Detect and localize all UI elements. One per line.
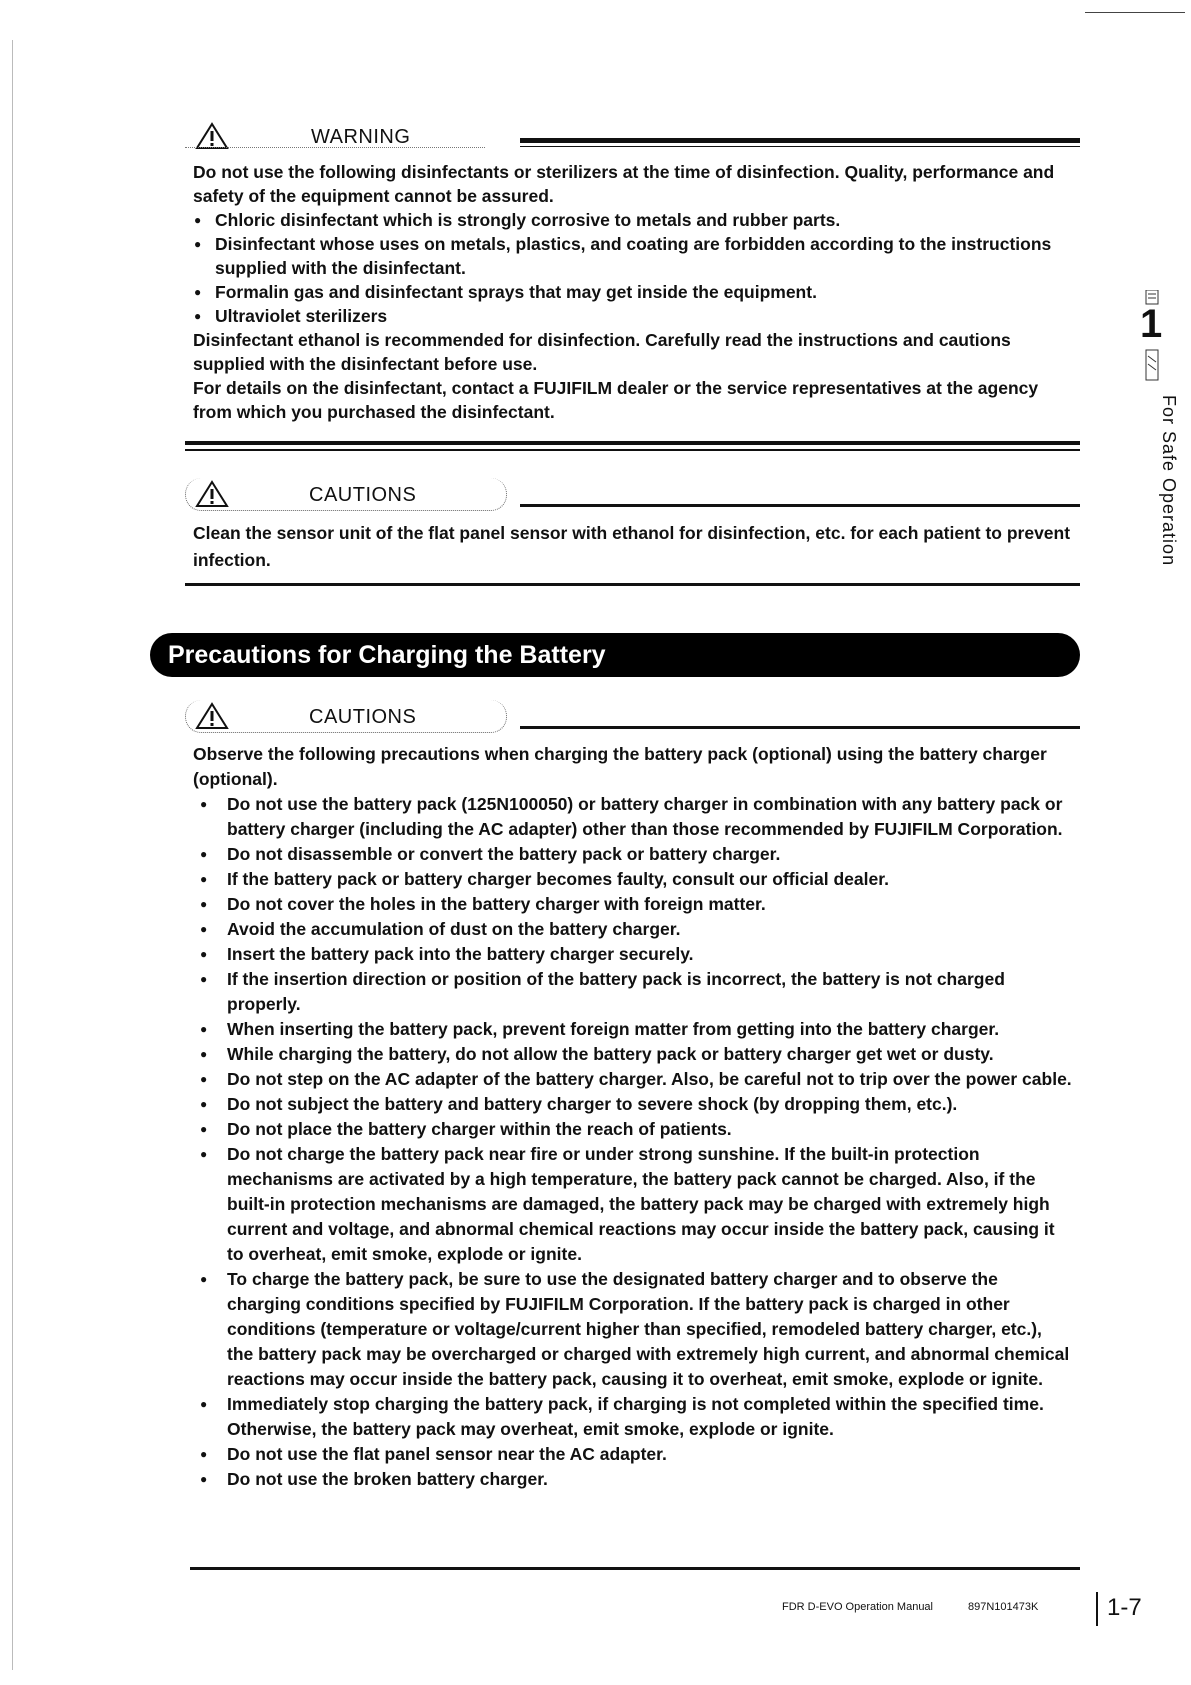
caution2-bullet: ● Do not subject the battery and battery charger to severe shock (by dropping them, etc.).	[199, 1092, 1073, 1117]
caution-triangle-icon	[195, 480, 229, 508]
caution2-bullet: ● Do not use the battery pack (125N100050) or battery charger in combination with any battery pack or battery charger (including the AC adapter) other than those recommended by FUJIFILM Corporation.	[199, 792, 1073, 842]
warning-intro: Do not use the following disinfectants or sterilizers at the time of disinfection. Quality, performance and safety of the equipment cannot be assured.	[193, 162, 1055, 206]
caution2-intro: Observe the following precautions when charging the battery pack (optional) using the battery charger (optional).	[193, 744, 1047, 789]
warning-outro-1: Disinfectant ethanol is recommended for disinfection. Carefully read the instructions and cautions supplied with the disinfectant before use.	[193, 330, 1011, 374]
caution2-bullet: ● While charging the battery, do not allow the battery pack or battery charger get wet or dusty.	[199, 1042, 1073, 1067]
caution2-bullet: ● Do not step on the AC adapter of the battery charger. Also, be careful not to trip over the power cable.	[199, 1067, 1073, 1092]
warning-rule	[520, 138, 1080, 143]
warning-bullet: ● Ultraviolet sterilizers	[193, 304, 1073, 328]
warning-body	[193, 160, 1073, 424]
warning-end-rule-thin	[185, 449, 1080, 451]
chapter-number: 1	[1140, 302, 1163, 346]
caution2-bullet: ● Do not cover the holes in the battery charger with foreign matter.	[199, 892, 1073, 917]
caution2-body	[193, 742, 1073, 1492]
caution2-bullet: ● Immediately stop charging the battery pack, if charging is not completed within the specified time. Otherwise, the battery pack may overheat, emit smoke, explode or ignite.	[199, 1392, 1073, 1442]
warning-bullet: ● Formalin gas and disinfectant sprays that may get inside the equipment.	[193, 280, 1073, 304]
caution2-bullet-list	[193, 792, 1073, 1492]
warning-triangle-icon	[195, 122, 229, 150]
caution-rule	[520, 726, 1080, 729]
footer-manual-name: FDR D-EVO Operation Manual	[782, 1601, 933, 1613]
caution-triangle-icon	[195, 702, 229, 730]
warning-outro-2: For details on the disinfectant, contact a FUJIFILM dealer or the service representatives at the agency from which you purchased the disinfectant.	[193, 378, 1039, 422]
caution-header-1	[185, 478, 1080, 514]
footer-manual-code: 897N101473K	[968, 1601, 1039, 1613]
section-title-banner: Precautions for Charging the Battery	[150, 633, 1080, 677]
warning-end-rule	[185, 441, 1080, 445]
caution2-bullet: ● If the insertion direction or position of the battery pack is incorrect, the battery is not charged properly.	[199, 967, 1073, 1017]
caution2-bullet: ● Avoid the accumulation of dust on the battery charger.	[199, 917, 1073, 942]
caution2-bullet: ● Do not disassemble or convert the battery pack or battery charger.	[199, 842, 1073, 867]
caution2-bullet: ● Do not place the battery charger within the reach of patients.	[199, 1117, 1073, 1142]
caution2-bullet: ● Insert the battery pack into the battery charger securely.	[199, 942, 1073, 967]
caution2-bullet: ● To charge the battery pack, be sure to use the designated battery charger and to observe the charging conditions specified by FUJIFILM Corporation. If the battery pack is charged in other conditions (temperature or voltage/current higher than specified, remodeled battery charger, etc.), the battery pack may be overcharged or charged with extremely high current, and abnormal chemical reactions may occur inside the battery pack, causing it to overheat, emit smoke, explode or ignite.	[199, 1267, 1073, 1392]
warning-bullet: ● Chloric disinfectant which is strongly corrosive to metals and rubber parts.	[193, 208, 1073, 232]
caution1-end-rule	[185, 583, 1080, 586]
warning-rule-thin	[520, 146, 1080, 147]
caution2-bullet: ● Do not charge the battery pack near fire or under strong sunshine. If the built-in protection mechanisms are activated by a high temperature, the battery pack cannot be charged. Also, if the built-in protection mechanisms are damaged, the battery pack may be charged with extremely high current and voltage, and abnormal chemical reactions may occur inside the battery pack, causing it to overheat, emit smoke, explode or ignite.	[199, 1142, 1073, 1267]
caution2-end-rule	[190, 1567, 1080, 1570]
warning-underline	[185, 147, 485, 148]
caution2-bullet: ● When inserting the battery pack, prevent foreign matter from getting into the battery charger.	[199, 1017, 1073, 1042]
left-edge-line	[12, 40, 13, 1670]
footer-divider	[1096, 1592, 1098, 1626]
warning-bullet-list	[193, 208, 1073, 328]
caution-label: CAUTIONS	[309, 484, 417, 506]
caution2-bullet: ● Do not use the broken battery charger.	[199, 1467, 1073, 1492]
caution-header-2	[185, 700, 1080, 736]
warning-header	[185, 120, 1080, 156]
caution1-text: Clean the sensor unit of the flat panel sensor with ethanol for disinfection, etc. for each patient to prevent infection.	[193, 523, 1071, 570]
warning-label: WARNING	[311, 126, 411, 148]
caution2-bullet: ● If the battery pack or battery charger becomes faulty, consult our official dealer.	[199, 867, 1073, 892]
caution2-bullet: ● Do not use the flat panel sensor near the AC adapter.	[199, 1442, 1073, 1467]
page-number: 1-7	[1107, 1594, 1142, 1621]
caution-rule	[520, 504, 1080, 507]
warning-bullet: ● Disinfectant whose uses on metals, plastics, and coating are forbidden according to the instructions supplied with the disinfectant.	[193, 232, 1073, 280]
top-edge-line	[1085, 12, 1185, 13]
chapter-side-title: For Safe Operation	[1159, 395, 1179, 567]
caution-label: CAUTIONS	[309, 706, 417, 728]
